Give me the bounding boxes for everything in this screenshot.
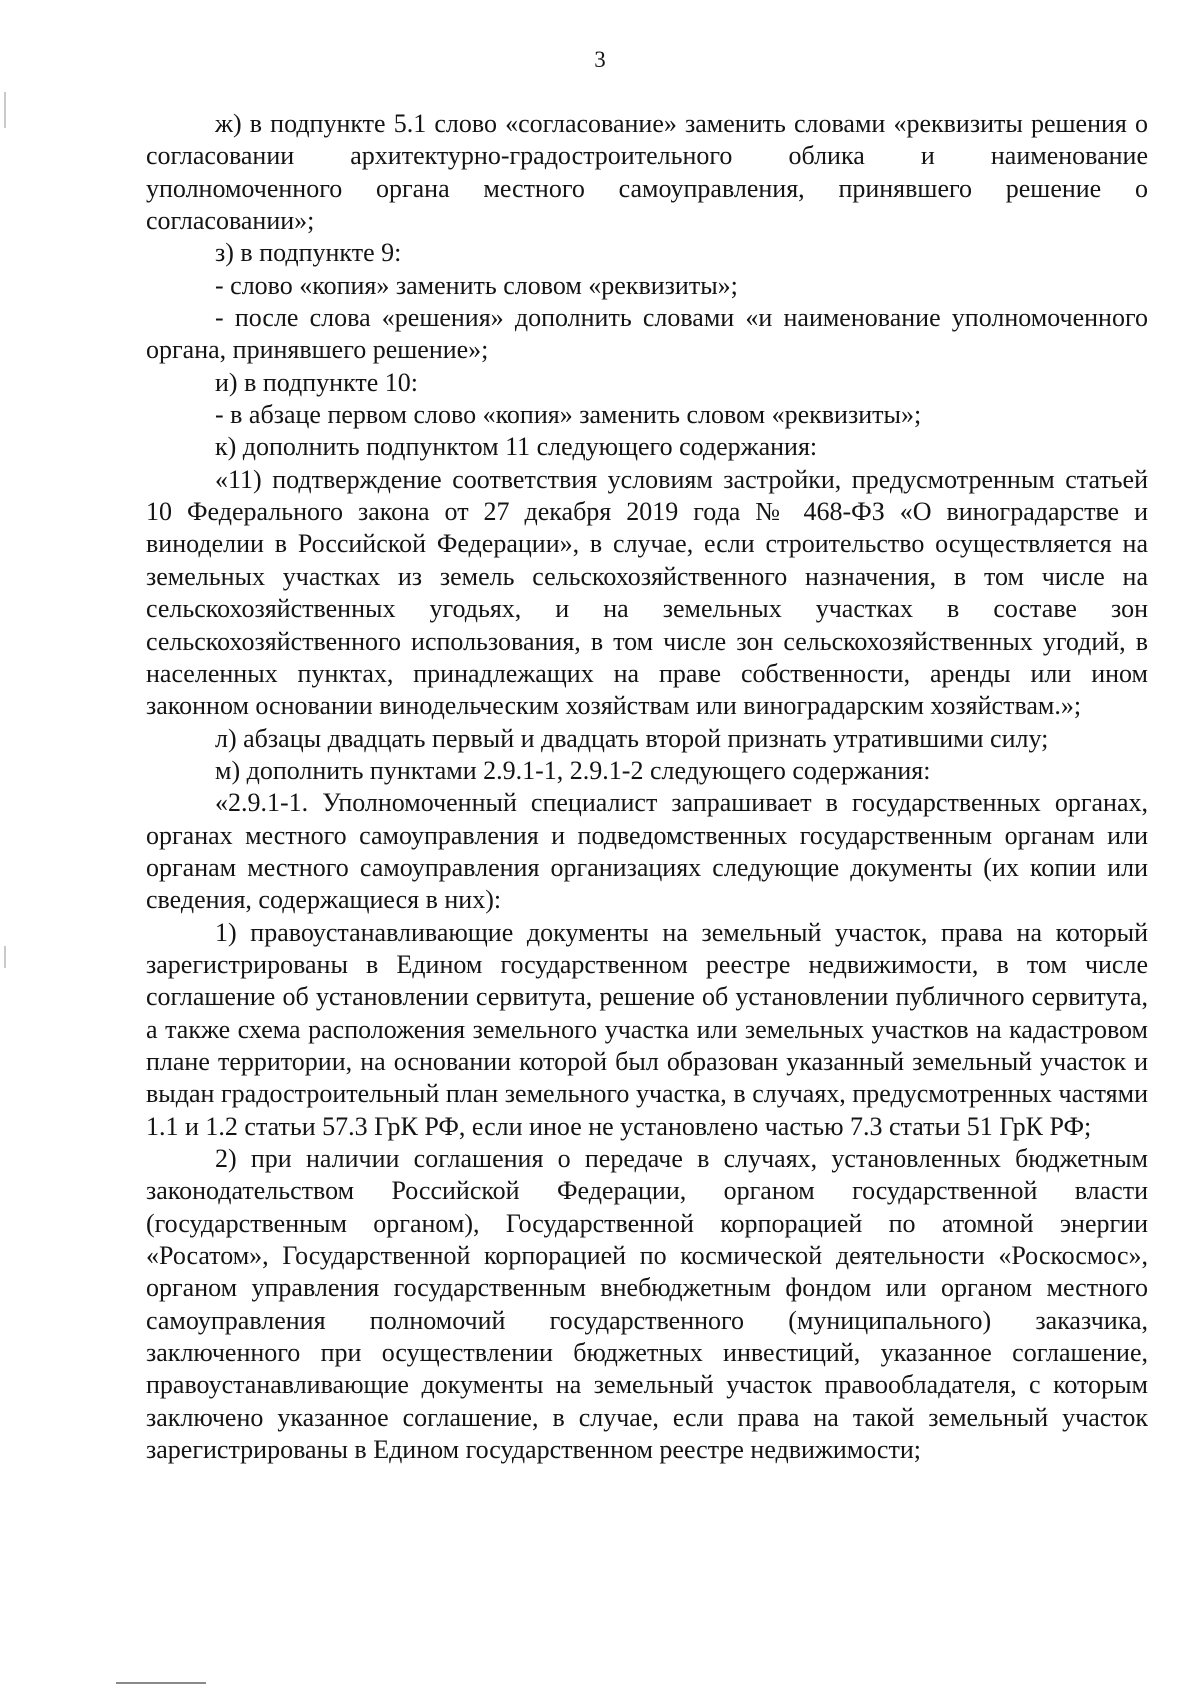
paragraph-i-item-1: - в абзаце первом слово «копия» заменить словом «реквизиты»; [215, 400, 922, 430]
paragraph-z-item-1: - слово «копия» заменить словом «реквизиты»; [215, 270, 738, 300]
paragraph-k: к) дополнить подпунктом 11 следующего содержания: [215, 432, 818, 462]
paragraph-z: з) в подпункте 9: [215, 238, 402, 268]
paragraph-k-subitem-11: «11) подтверждение соответствия условиям застройки, предусмотренным статьей 10 Федерального закона от 27 декабря 2019 года № 468-ФЗ «О виноградарстве и виноделии в Российской Федерации», в случае, если строительство осуществляется на земельных участках из земель сельскохозяйственного назначения, в том числе на сельскохозяйственных угодьях, и на земельных участках в составе зон сельскохозяйственного использования, в том числе зон сельскохозяйственных угодий, в населенных пунктах, принадлежащих на праве собственности, аренды или ином законном основании винодельческим хозяйствам или виноградарским хозяйствам.»; [146, 464, 1148, 721]
scan-edge-mark [4, 946, 6, 968]
scan-edge-mark [4, 92, 6, 128]
page-number: 3 [594, 47, 606, 72]
bottom-rule [116, 1682, 206, 1684]
paragraph-i: и) в подпункте 10: [215, 367, 418, 397]
paragraph-m: м) дополнить пунктами 2.9.1-1, 2.9.1-2 следующего содержания: [215, 755, 931, 785]
paragraph-2-9-1-1: «2.9.1-1. Уполномоченный специалист запрашивает в государственных органах, органах местного самоуправления и подведомственных государственным органам или органам местного самоуправления организациях следующие документы (их копии или сведения, содержащиеся в них): [146, 788, 1148, 915]
paragraph-2-9-1-1-item-2: 2) при наличии соглашения о передаче в случаях, установленных бюджетным законодательством Российской Федерации, органом государственной власти (государственным органом), Государственной корпорацией по атомной энергии «Росатом», Государственной корпорацией по космической деятельности «Роскосмос», органом управления государственным внебюджетным фондом или органом местного самоуправления полномочий государственного (муниципального) заказчика, заключенного при осуществлении бюджетных инвестиций, указанное соглашение, правоустанавливающие документы на земельный участок правообладателя, с которым заключено указанное соглашение, в случае, если права на такой земельный участок зарегистрированы в Едином государственном реестре недвижимости; [146, 1144, 1148, 1465]
paragraph-z-item-2: - после слова «решения» дополнить словами «и наименование уполномоченного органа, принявшего решение»; [146, 303, 1148, 365]
paragraph-zh: ж) в подпункте 5.1 слово «согласование» заменить словами «реквизиты решения о согласовании архитектурно-градостроительного облика и наименование уполномоченного органа местного самоуправления, принявшего решение о согласовании»; [146, 109, 1148, 236]
paragraph-l: л) абзацы двадцать первый и двадцать второй признать утратившими силу; [215, 723, 1049, 753]
paragraph-2-9-1-1-item-1: 1) правоустанавливающие документы на земельный участок, права на который зарегистрированы в Едином государственном реестре недвижимости, в том числе соглашение об установлении сервитута, решение об установлении публичного сервитута, а также схема расположения земельного участка или земельных участков на кадастровом плане территории, на основании которой был образован указанный земельный участок и выдан градостроительный план земельного участка, в случаях, предусмотренных частями 1.1 и 1.2 статьи 57.3 ГрК РФ, если иное не установлено частью 7.3 статьи 51 ГрК РФ; [146, 917, 1148, 1141]
document-body [146, 108, 1148, 1466]
